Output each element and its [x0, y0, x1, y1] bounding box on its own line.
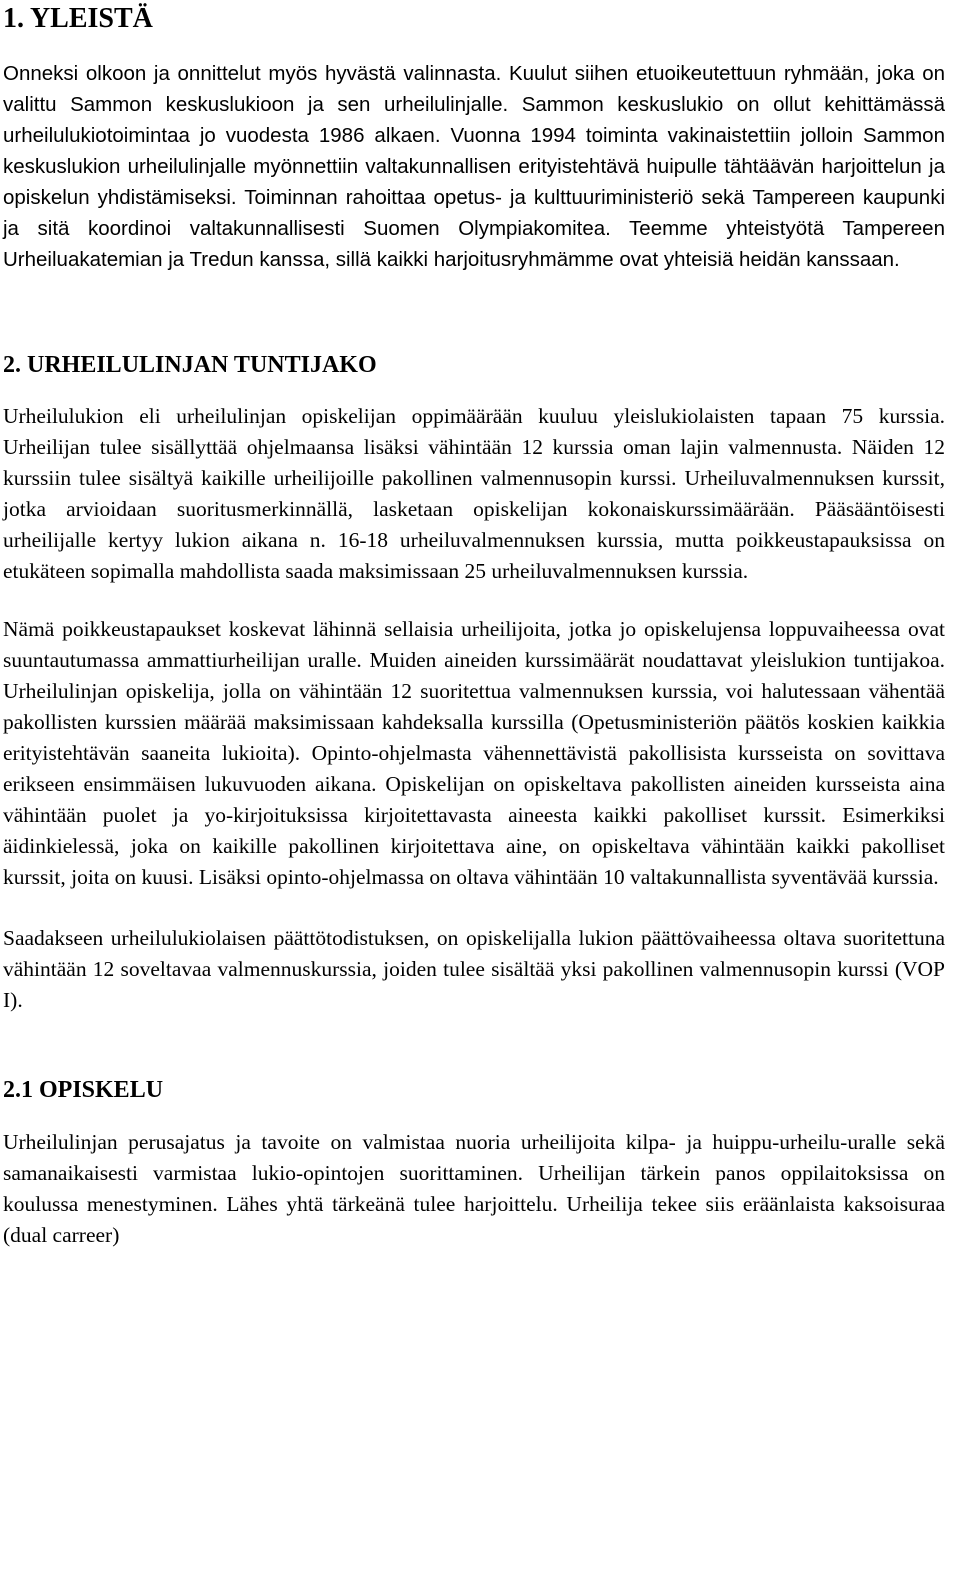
section-2-1-paragraph: Urheilulinjan perusajatus ja tavoite on valmistaa nuoria urheilijoita kilpa- ja huippu-urheilu-uralle sekä samanaikaisesti varmistaa lukio-opintojen suorittaminen. Urheilijan tärkein panos oppilaitoksissa on koulussa menestyminen. Lähes yhtä tärkeänä tulee harjoittelu. Urheilija tekee siis eräänlaista kaksoisuraa (dual carreer) — [3, 1130, 945, 1248]
section-1-heading: 1. YLEISTÄ — [3, 3, 153, 34]
section-2-heading: 2. URHEILULINJAN TUNTIJAKO — [3, 351, 377, 378]
section-1-paragraph: Onneksi olkoon ja onnittelut myös hyvästä valinnasta. Kuulut siihen etuoikeutettuun ryhmään, joka on valittu Sammon keskuslukioon ja sen urheilulinjalle. Sammon keskuslukio on ollut kehittämässä urheilulukiotoimintaa jo vuodesta 1986 alkaen. Vuonna 1994 toiminta vakinaistettiin jolloin Sammon keskuslukion urheilulinjalle myönnettiin valtakunnallisen erityistehtävä huipulle tähtäävän harjoittelun ja opiskelun yhdistämiseksi. Toiminnan rahoittaa opetus- ja kulttuuriministeriö sekä Tampereen kaupunki ja sitä koordinoi valtakunnallisesti Suomen Olympiakomitea. Teemme yhteistyötä Tampereen Urheiluakatemian ja Tredun kanssa, sillä kaikki harjoitusryhmämme ovat yhteisiä heidän kanssaan. — [3, 61, 945, 271]
section-2-paragraph-2: Nämä poikkeustapaukset koskevat lähinnä sellaisia urheilijoita, jotka jo opiskelujensa loppuvaiheessa ovat suuntautumassa ammattiurheilijan uralle. Muiden aineiden kurssimäärät noudattavat yleislukion tuntijakoa. Urheilulinjan opiskelija, jolla on vähintään 12 suoritettua valmennuksen kurssia, voi halutessaan vähentää pakollisten kurssien määrää maksimissaan kahdeksalla kurssilla (Opetusministeriön päätös koskien kaikkia erityistehtävän saaneita lukioita). Opinto-ohjelmasta vähennettävistä pakollisista kursseista on sovittava erikseen ensimmäisen lukuvuoden aikana. Opiskelijan on opiskeltava pakollisten aineiden kursseista aina vähintään puolet ja yo-kirjoituksissa kirjoitettavasta aineesta kaikki pakolliset kurssit. Esimerkiksi äidinkielessä, joka on kaikille pakollinen kirjoitettava aine, on opiskeltava vähintään kaikki pakolliset kurssit, joita on kuusi. Lisäksi opinto-ohjelmassa on oltava vähintään 10 valtakunnallista syventävää kurssia. — [3, 617, 945, 890]
section-2-paragraph-3: Saadakseen urheilulukiolaisen päättötodistuksen, on opiskelijalla lukion päättövaiheessa oltava suoritettuna vähintään 12 soveltavaa valmennuskurssia, joiden tulee sisältää yksi pakollinen valmennusopin kurssi (VOP I). — [3, 926, 945, 1013]
section-2-paragraph-1: Urheilulukion eli urheilulinjan opiskelijan oppimäärään kuuluu yleislukiolaisten tapaan 75 kurssia. Urheilijan tulee sisällyttää ohjelmaansa lisäksi vähintään 12 kurssia oman lajin valmennusta. Näiden 12 kurssiin tulee sisältyä kaikille urheilijoille pakollinen valmennusopin kurssi. Urheiluvalmennuksen kurssit, jotka arvioidaan suoritusmerkinnällä, lasketaan opiskelijan kokonaiskurssimäärään. Pääsääntöisesti urheilijalle kertyy lukion aikana n. 16-18 urheiluvalmennuksen kurssia, mutta poikkeustapauksissa on etukäteen sopimalla mahdollista saada maksimissaan 25 urheiluvalmennuksen kurssia. — [3, 404, 945, 584]
document-page — [3, 0, 945, 1251]
section-2-1-heading: 2.1 OPISKELU — [3, 1077, 164, 1104]
